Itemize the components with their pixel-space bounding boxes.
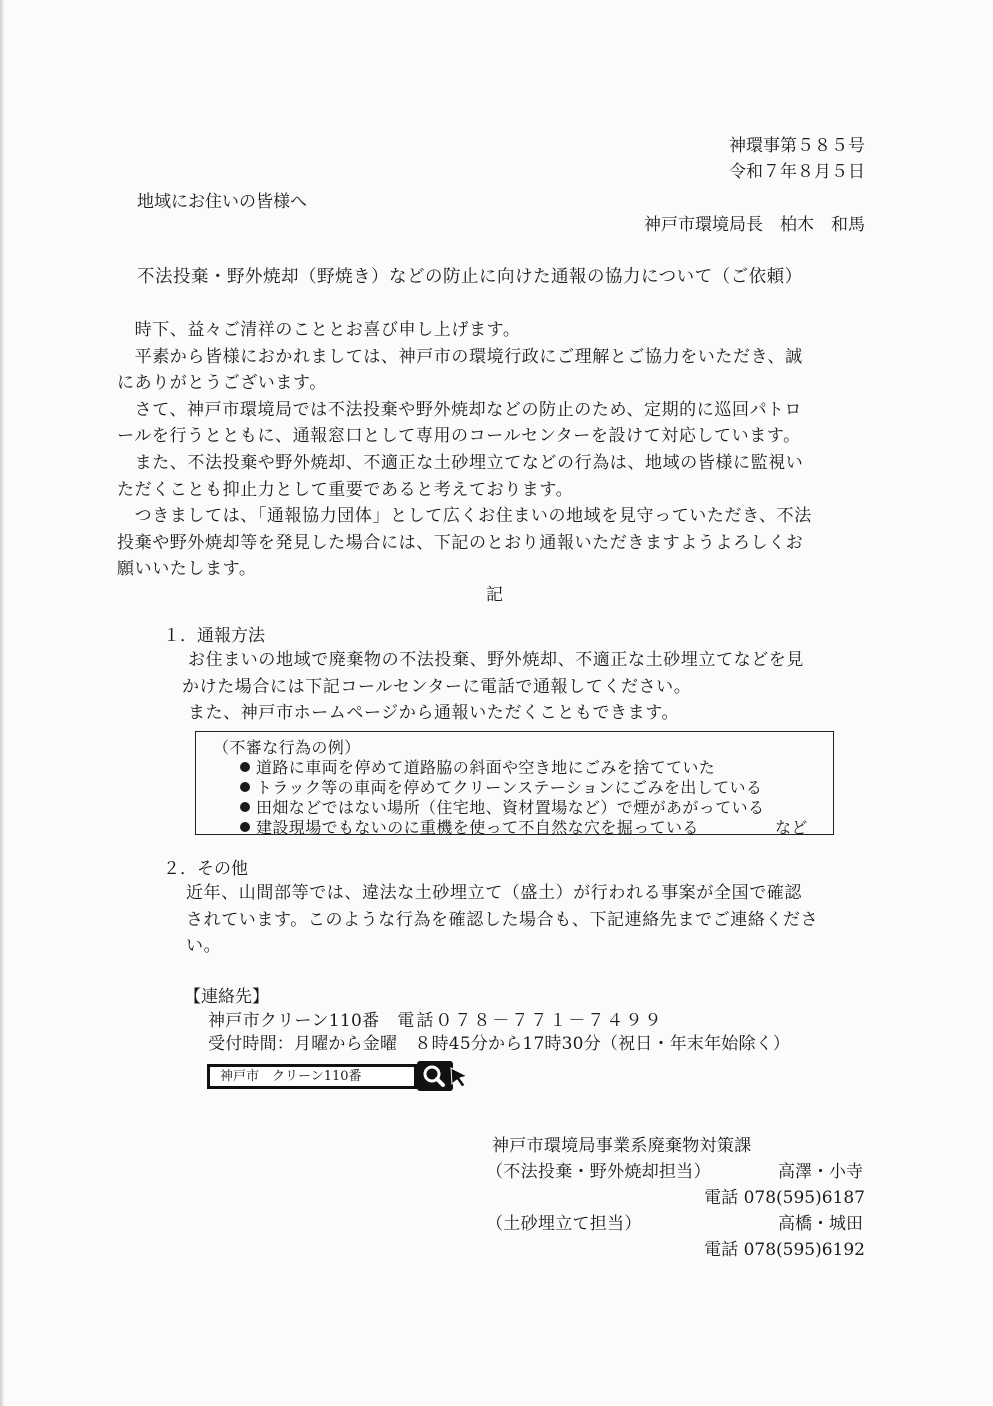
bullet-icon (240, 822, 250, 832)
footer-phone1: 電話 078(595)6187 (704, 1188, 865, 1208)
body-line: さて、神戸市環境局では不法投棄や野外焼却などの防止のため、定期的に巡回パトロ (117, 399, 803, 420)
section1-line: また、神戸市ホームページから通報いただくこともできます。 (188, 703, 680, 724)
body-line: にありがとうございます。 (117, 373, 327, 394)
sender: 神戸市環境局長 柏木 和馬 (644, 215, 865, 235)
section2-heading: ２．その他 (163, 859, 248, 879)
document-number: 神環事第５８５号 (729, 136, 865, 156)
body-line: ールを行うとともに、通報窓口として専用のコールセンターを設けて対応しています。 (117, 426, 801, 447)
section1-line: お住まいの地域で廃棄物の不法投棄、野外焼却、不適正な土砂埋立てなどを見 (188, 650, 804, 670)
body-line: 願いいたします。 (117, 559, 257, 580)
paper-edge (0, 0, 4, 1406)
section2-text (186, 880, 818, 960)
body-line: ただくことも抑止力として重要であると考えております。 (117, 479, 574, 500)
contact-phone: 電話０７８－７７１－７４９９ (397, 1011, 664, 1031)
body-line: つきましては、「通報協力団体」として広くお住まいの地域を見守っていただき、不法 (117, 506, 812, 527)
section2-line: 近年、山間部等では、違法な土砂埋立て（盛土）が行われる事案が全国で確認 (186, 883, 802, 903)
body-line: 時下、益々ご清祥のこととお喜び申し上げます。 (117, 320, 521, 340)
document-date: 令和７年８月５日 (729, 162, 865, 182)
bullet-icon (240, 762, 250, 772)
body-line: 投棄や野外焼却等を発見した場合には、下記のとおり通報いただきますようよろしくお (117, 532, 804, 553)
example-item: 田畑などではない場所（住宅地、資材置場など）で煙があがっている (240, 797, 764, 818)
body-line: 平素から皆様におかれましては、神戸市の環境行政にご理解とご協力をいただき、誠 (117, 346, 803, 367)
contact-hours: 受付時間：月曜から金曜 ８時45分から17時30分（祝日・年末年始除く） (208, 1034, 791, 1054)
section1-heading: １．通報方法 (163, 626, 265, 646)
section2-line: されています。このような行為を確認した場合も、下記連絡先までご連絡くださ (186, 909, 819, 930)
bullet-icon (240, 782, 250, 792)
example-item: 道路に車両を停めて道路脇の斜面や空き地にごみを捨てていた (240, 757, 715, 778)
footer-role1: （不法投棄・野外焼却担当） (486, 1162, 711, 1182)
body-line: また、不法投棄や野外焼却、不適正な土砂埋立てなどの行為は、地域の皆様に監視い (117, 452, 804, 473)
contact-line (208, 1009, 663, 1033)
footer-role2: （土砂埋立て担当） (486, 1214, 642, 1234)
search-input[interactable]: 神戸市 クリーン110番 (207, 1064, 417, 1089)
document-title: 不法投棄・野外焼却（野焼き）などの防止に向けた通報の協力について（ご依頼） (137, 267, 803, 287)
body-paragraphs (117, 317, 812, 583)
section2-line: い。 (186, 936, 222, 956)
magnifier-icon (417, 1061, 453, 1091)
examples-title: （不審な行為の例） (213, 738, 361, 757)
footer-department: 神戸市環境局事業系廃棄物対策課 (492, 1136, 752, 1156)
section1-text (182, 647, 804, 727)
examples-suffix: など (775, 818, 808, 837)
addressee: 地域にお住いの皆様へ (137, 192, 307, 212)
example-item: 建設現場でもないのに重機を使って不自然な穴を掘っている (240, 817, 699, 838)
footer-persons1: 高澤・小寺 (778, 1162, 863, 1182)
section1-line: かけた場合には下記コールセンターに電話で通報してください。 (182, 676, 692, 697)
arrow-cursor-icon (449, 1066, 471, 1088)
contact-name: 神戸市クリーン110番 (208, 1011, 380, 1031)
bullet-icon (240, 802, 250, 812)
ki-heading: 記 (486, 585, 503, 605)
footer-phone2: 電話 078(595)6192 (704, 1240, 865, 1260)
example-item: トラック等の車両を停めてクリーンステーションにごみを出している (240, 777, 762, 798)
search-button[interactable] (417, 1061, 453, 1091)
contact-heading: 【連絡先】 (184, 987, 269, 1007)
footer-persons2: 高橋・城田 (778, 1214, 863, 1234)
